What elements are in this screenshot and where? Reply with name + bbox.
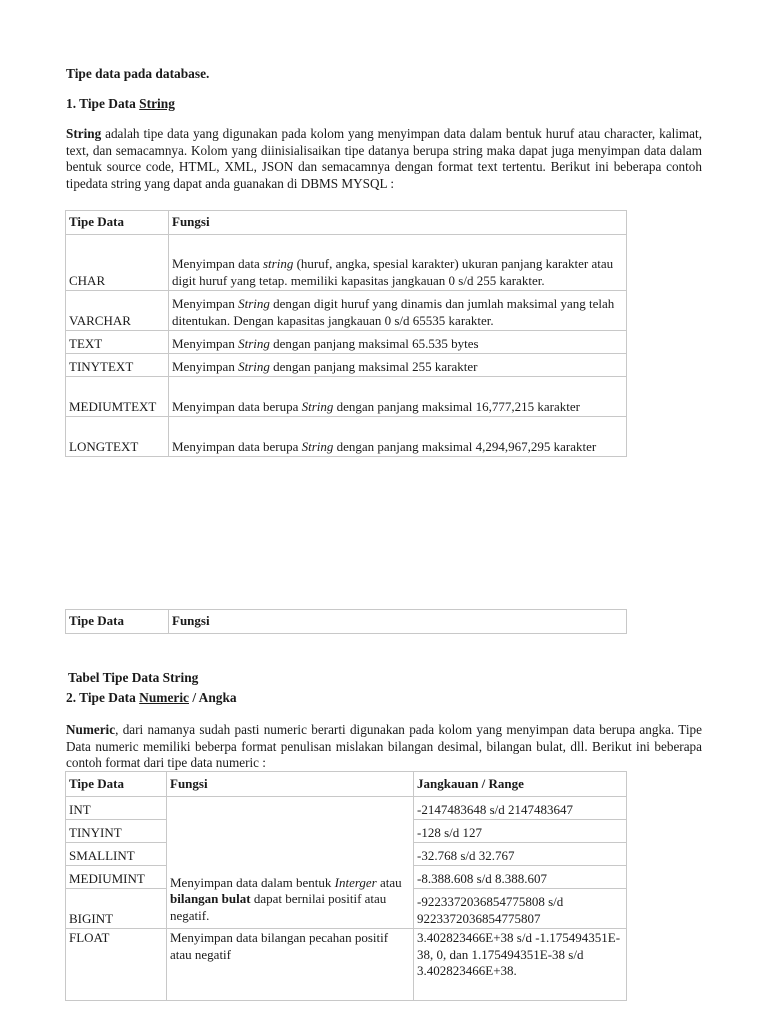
cell-type: MEDIUMINT (66, 866, 167, 889)
table-header-row (66, 772, 627, 797)
table-row (66, 354, 627, 377)
cell-range: -128 s/d 127 (414, 820, 627, 843)
col-header-function: Fungsi (169, 610, 627, 634)
table-header-row (66, 610, 627, 634)
cell-type: LONGTEXT (66, 417, 169, 457)
cell-function: Menyimpan String dengan panjang maksimal 255 karakter (169, 354, 627, 377)
section-2-heading (66, 690, 237, 707)
cell-type: BIGINT (66, 889, 167, 929)
col-header-type: Tipe Data (66, 772, 167, 797)
cell-type: TINYINT (66, 820, 167, 843)
table-row (66, 929, 627, 1001)
cell-function: Menyimpan data bilangan pecahan positif atau negatif (167, 929, 414, 1001)
cell-function-integer: Menyimpan data dalam bentuk Interger atau bilangan bulat dapat bernilai positif atau negatif. (167, 797, 414, 929)
section-2-suffix: / Angka (189, 690, 237, 705)
col-header-function: Fungsi (169, 211, 627, 235)
table-row (66, 235, 627, 291)
section-1-para-term: String (66, 126, 102, 141)
section-2-para-term: Numeric (66, 722, 116, 737)
cell-type: MEDIUMTEXT (66, 377, 169, 417)
cell-range: -9223372036854775808 s/d 9223372036854775807 (414, 889, 627, 929)
cell-range: -8.388.608 s/d 8.388.607 (414, 866, 627, 889)
cell-function: Menyimpan data berupa String dengan panjang maksimal 16,777,215 karakter (169, 377, 627, 417)
cell-function: Menyimpan data berupa String dengan panjang maksimal 4,294,967,295 karakter (169, 417, 627, 457)
col-header-type: Tipe Data (66, 211, 169, 235)
table-row (66, 417, 627, 457)
cell-type: TEXT (66, 331, 169, 354)
cell-range: -32.768 s/d 32.767 (414, 843, 627, 866)
cell-function: Menyimpan String dengan panjang maksimal 65.535 bytes (169, 331, 627, 354)
cell-range: -2147483648 s/d 2147483647 (414, 797, 627, 820)
cell-type: FLOAT (66, 929, 167, 1001)
section-2-term: Numeric (139, 690, 189, 705)
string-types-table (65, 210, 627, 457)
table-header-row (66, 211, 627, 235)
section-1-para-text: adalah tipe data yang digunakan pada kolom yang menyimpan data dalam bentuk huruf atau character, kalimat, text, dan semacamnya. Kolom yang diinisialisaikan tipe datanya berupa string maka dapat juga menyimpan data dalam bentuk source code, HTML, XML, JSON dan semacamnya dengan format text tertentu. Berikut ini beberapa contoh tipedata string yang dapat anda guanakan di DBMS MYSQL : (66, 126, 702, 191)
section-1-term: String (139, 96, 175, 111)
section-2-para-text: , dari namanya sudah pasti numeric berarti digunakan pada kolom yang menyimpan data berupa angka. Tipe Data numeric memiliki beberpa format penulisan mislakan bilangan desimal, bilangan bulat, dll. Berikut ini beberapa contoh format dari tipe data numeric : (66, 722, 702, 771)
col-header-type: Tipe Data (66, 610, 169, 634)
cell-type: VARCHAR (66, 291, 169, 331)
section-1-number: 1. Tipe Data (66, 96, 140, 111)
table-row (66, 377, 627, 417)
cell-type: INT (66, 797, 167, 820)
header-only-table (65, 609, 627, 634)
cell-function: Menyimpan data string (huruf, angka, spesial karakter) ukuran panjang karakter atau digit huruf yang tetap. memiliki kapasitas jangkauan 0 s/d 255 karakter. (169, 235, 627, 291)
numeric-types-table (65, 771, 627, 1001)
col-header-range: Jangkauan / Range (414, 772, 627, 797)
table-caption: Tabel Tipe Data String (68, 670, 199, 685)
table-row (66, 291, 627, 331)
cell-type: CHAR (66, 235, 169, 291)
cell-type: SMALLINT (66, 843, 167, 866)
section-2-number: 2. Tipe Data (66, 690, 140, 705)
section-2-paragraph (66, 722, 702, 772)
cell-range: 3.402823466E+38 s/d -1.175494351E-38, 0, dan 1.175494351E-38 s/d 3.402823466E+38. (414, 929, 627, 1001)
section-1-heading (66, 96, 175, 113)
cell-type: TINYTEXT (66, 354, 169, 377)
cell-function: Menyimpan String dengan digit huruf yang dinamis dan jumlah maksimal yang telah ditentukan. Dengan kapasitas jangkauan 0 s/d 65535 karakter. (169, 291, 627, 331)
section-1-paragraph (66, 126, 702, 192)
col-header-function: Fungsi (167, 772, 414, 797)
document-title: Tipe data pada database. (66, 66, 210, 81)
table-row (66, 797, 627, 820)
table-row (66, 331, 627, 354)
